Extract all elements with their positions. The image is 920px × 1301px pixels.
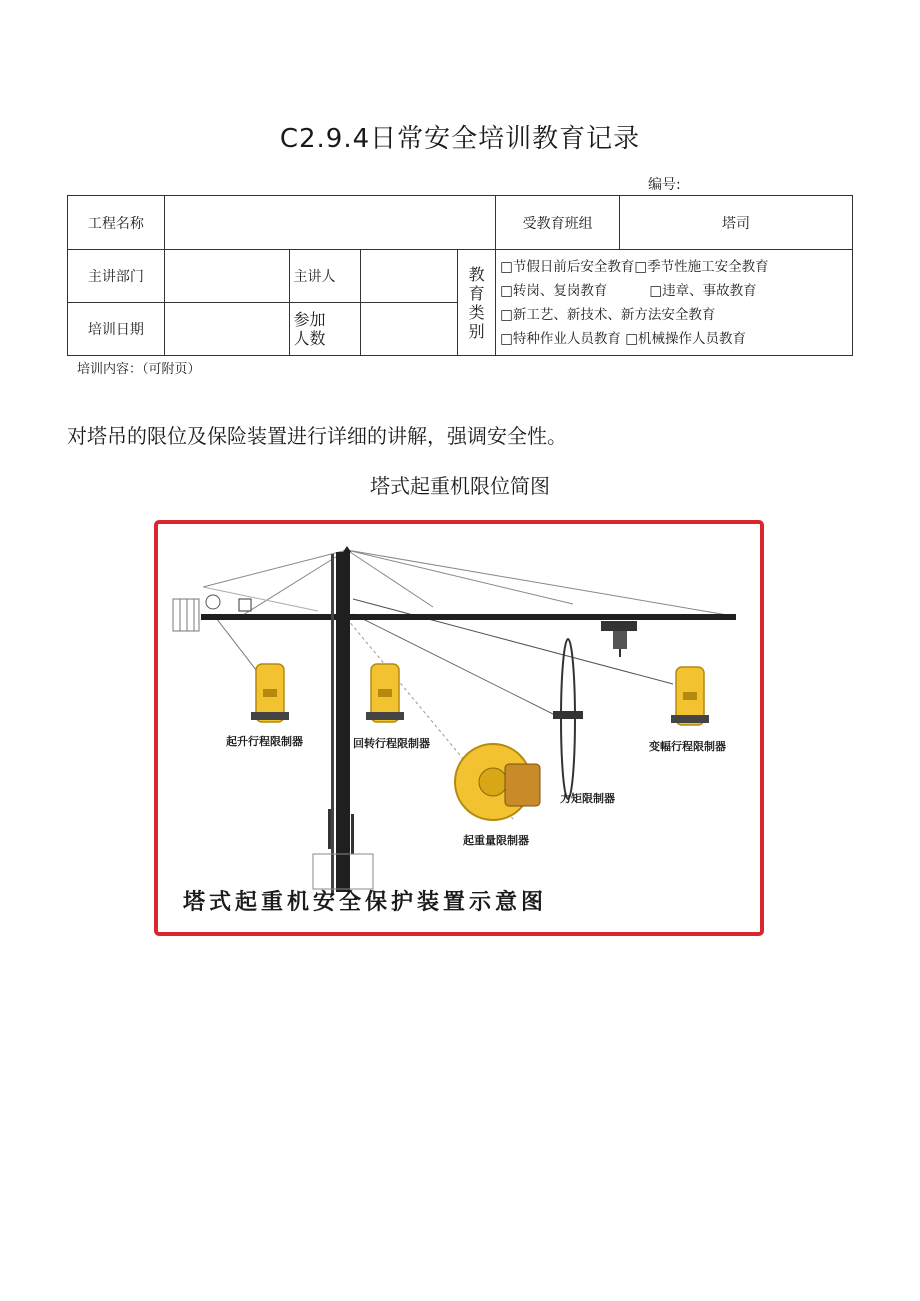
luff-limit-label: 变幅行程限制器 [649, 740, 726, 753]
lecturer-value [361, 250, 458, 303]
group-value: 塔司 [620, 196, 853, 250]
training-content-text: 对塔吊的限位及保险装置进行详细的讲解，强调安全性。 [67, 424, 567, 448]
group-label: 受教育班组 [496, 196, 620, 250]
counterweight [173, 599, 199, 631]
lecturer-label: 主讲人 [289, 250, 361, 303]
category-options [496, 250, 853, 356]
crane-mast [336, 552, 350, 892]
serial-number-label: 编号: [648, 177, 681, 193]
option-transfer: □转岗、复岗教育 [500, 282, 608, 299]
option-row-2 [500, 279, 848, 303]
option-new-tech: □新工艺、新技术、新方法安全教育 [500, 306, 716, 323]
winch [239, 599, 251, 611]
date-value [164, 303, 289, 356]
slew-limit-label: 回转行程限制器 [353, 737, 430, 750]
slew-limit-device [366, 664, 404, 722]
project-name-label: 工程名称 [68, 196, 165, 250]
date-label: 培训日期 [68, 303, 165, 356]
category-label: 教 育 类 别 [458, 250, 496, 356]
dept-label: 主讲部门 [68, 250, 165, 303]
content-note: 培训内容：（可附页） [77, 362, 201, 377]
crane-jib [201, 614, 736, 620]
dept-value [164, 250, 289, 303]
tower-crane-diagram [153, 519, 765, 937]
attendees-value [361, 303, 458, 356]
load-limit-label: 起重量限制器 [463, 834, 529, 847]
attendees-label: 参加 人数 [289, 303, 361, 356]
diagram-caption: 塔式起重机安全保护装置示意图 [183, 889, 548, 915]
option-special-ops: □特种作业人员教育 □机械操作人员教育 [500, 330, 746, 347]
hoist-limit-label: 起升行程限制器 [226, 735, 303, 748]
page-title: C2.9.4日常安全培训教育记录 [279, 124, 641, 154]
option-holiday-seasonal: □节假日前后安全教育□季节性施工安全教育 [500, 258, 769, 275]
hoist-limit-device [251, 664, 289, 722]
diagram-frame [156, 522, 762, 934]
training-record-form [67, 195, 853, 356]
project-name-value [164, 196, 495, 250]
option-violation: □违章、事故教育 [649, 282, 757, 299]
diagram-title: 塔式起重机限位简图 [370, 474, 550, 498]
moment-limit-label: 力矩限制器 [560, 792, 615, 805]
luff-limit-device [671, 667, 709, 725]
pulley [206, 595, 220, 609]
